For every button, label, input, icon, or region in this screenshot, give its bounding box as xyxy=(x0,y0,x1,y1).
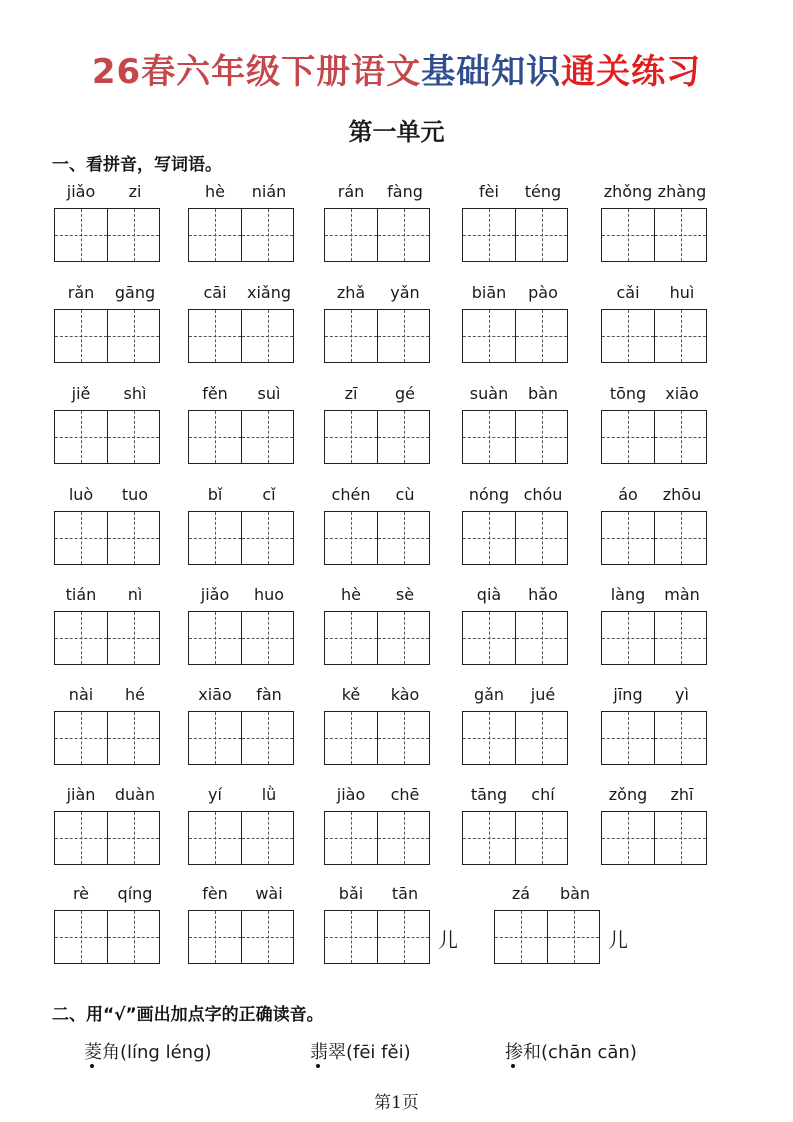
pinyin-label: rǎn xyxy=(67,283,95,302)
writing-grid xyxy=(324,410,430,464)
reading-choice-text: 翡翠(fēi fěi) xyxy=(310,1042,411,1063)
writing-cell[interactable] xyxy=(107,712,159,764)
pinyin-row xyxy=(601,785,709,807)
word-item xyxy=(494,884,628,974)
writing-grid xyxy=(601,208,707,262)
pinyin-row xyxy=(188,685,296,707)
pinyin-label: nián xyxy=(251,182,287,201)
word-item xyxy=(54,585,164,675)
title-part-1: 26春六年级下册语文 xyxy=(91,52,422,92)
writing-cell[interactable] xyxy=(602,310,654,362)
writing-grid xyxy=(54,309,160,363)
pinyin-row xyxy=(601,585,709,607)
pinyin-label: suì xyxy=(257,384,281,403)
writing-grid xyxy=(324,511,430,565)
writing-cell[interactable] xyxy=(654,209,706,261)
word-item xyxy=(188,585,298,675)
writing-grid xyxy=(188,611,294,665)
word-item xyxy=(462,585,572,675)
writing-cell[interactable] xyxy=(189,911,241,963)
pinyin-row xyxy=(54,283,162,305)
pinyin-row xyxy=(462,485,570,507)
writing-cell[interactable] xyxy=(55,712,107,764)
section-1-heading: 一、看拼音，写词语。 xyxy=(52,155,222,175)
word-item xyxy=(324,585,434,675)
pinyin-label: gǎn xyxy=(473,685,505,704)
pinyin-row xyxy=(324,182,432,204)
pinyin-row xyxy=(54,685,162,707)
writing-grid xyxy=(462,711,568,765)
word-item xyxy=(324,283,434,373)
pinyin-label: áo xyxy=(618,485,638,504)
writing-cell[interactable] xyxy=(515,411,567,463)
writing-cell[interactable] xyxy=(55,512,107,564)
title-part-3: 通关练习 xyxy=(561,52,702,92)
writing-grid xyxy=(324,309,430,363)
writing-cell[interactable] xyxy=(325,911,377,963)
pinyin-row xyxy=(324,884,432,906)
writing-cell[interactable] xyxy=(463,512,515,564)
pinyin-label: biān xyxy=(471,283,507,302)
pinyin-row xyxy=(462,384,570,406)
writing-grid xyxy=(188,511,294,565)
writing-cell[interactable] xyxy=(107,512,159,564)
writing-grid xyxy=(601,511,707,565)
word-item xyxy=(54,384,164,474)
pinyin-row xyxy=(54,585,162,607)
word-item xyxy=(324,182,434,272)
page-number: 第1页 xyxy=(374,1093,419,1113)
writing-cell[interactable] xyxy=(189,512,241,564)
pinyin-label: hé xyxy=(125,685,145,704)
pinyin-row xyxy=(54,182,162,204)
writing-cell[interactable] xyxy=(189,812,241,864)
pinyin-label: tān xyxy=(391,884,419,903)
pinyin-label: rè xyxy=(72,884,90,903)
writing-grid xyxy=(462,208,568,262)
writing-grid xyxy=(188,910,294,964)
pinyin-label: hè xyxy=(205,182,225,201)
pinyin-row xyxy=(188,182,296,204)
writing-cell[interactable] xyxy=(377,612,429,664)
writing-cell[interactable] xyxy=(463,712,515,764)
writing-grid xyxy=(188,711,294,765)
writing-cell[interactable] xyxy=(107,612,159,664)
writing-grid xyxy=(324,811,430,865)
writing-grid xyxy=(324,611,430,665)
pinyin-row xyxy=(601,283,709,305)
pinyin-row xyxy=(462,685,570,707)
writing-cell[interactable] xyxy=(241,411,293,463)
writing-cell[interactable] xyxy=(377,209,429,261)
writing-cell[interactable] xyxy=(55,812,107,864)
pinyin-label: yǎn xyxy=(390,283,420,302)
reading-choice-item[interactable] xyxy=(505,1038,637,1064)
writing-cell[interactable] xyxy=(55,411,107,463)
pinyin-label: nì xyxy=(127,585,143,604)
pinyin-row xyxy=(188,585,296,607)
writing-grid xyxy=(54,511,160,565)
pinyin-row xyxy=(188,384,296,406)
writing-cell[interactable] xyxy=(241,612,293,664)
pinyin-label: jiǎo xyxy=(200,585,230,604)
pinyin-label: duàn xyxy=(114,785,156,804)
pinyin-row xyxy=(462,182,570,204)
writing-grid xyxy=(54,910,160,964)
writing-grid xyxy=(462,811,568,865)
word-item xyxy=(188,182,298,272)
word-item xyxy=(601,685,711,775)
pinyin-label: zá xyxy=(511,884,531,903)
writing-cell[interactable] xyxy=(241,512,293,564)
writing-cell[interactable] xyxy=(515,612,567,664)
pinyin-label: rán xyxy=(337,182,365,201)
word-item xyxy=(54,685,164,775)
writing-cell[interactable] xyxy=(377,512,429,564)
writing-grid xyxy=(54,711,160,765)
pinyin-label: bàn xyxy=(527,384,559,403)
pinyin-label: tōng xyxy=(609,384,647,403)
writing-cell[interactable] xyxy=(377,911,429,963)
writing-grid xyxy=(324,711,430,765)
pinyin-label: jiě xyxy=(71,384,91,403)
pinyin-label: jiǎo xyxy=(66,182,96,201)
pinyin-label: chén xyxy=(331,485,371,504)
emphasis-dot-icon xyxy=(90,1064,94,1068)
writing-cell[interactable] xyxy=(654,812,706,864)
writing-cell[interactable] xyxy=(241,310,293,362)
pinyin-label: zhǒng xyxy=(603,182,653,201)
writing-grid xyxy=(462,410,568,464)
pinyin-label: jiào xyxy=(336,785,366,804)
pinyin-label: gāng xyxy=(114,283,156,302)
writing-grid xyxy=(188,309,294,363)
pinyin-label: fàn xyxy=(256,685,282,704)
writing-cell[interactable] xyxy=(463,612,515,664)
word-item xyxy=(601,283,711,373)
word-item xyxy=(188,485,298,575)
word-item xyxy=(462,785,572,875)
pinyin-row xyxy=(54,384,162,406)
pinyin-row xyxy=(601,182,709,204)
writing-cell[interactable] xyxy=(241,209,293,261)
writing-grid xyxy=(188,208,294,262)
writing-cell[interactable] xyxy=(107,411,159,463)
pinyin-label: hè xyxy=(341,585,361,604)
emphasis-dot-icon xyxy=(511,1064,515,1068)
word-item xyxy=(601,182,711,272)
pinyin-label: tuo xyxy=(121,485,149,504)
writing-cell[interactable] xyxy=(325,812,377,864)
pinyin-label: chí xyxy=(531,785,555,804)
writing-grid xyxy=(54,410,160,464)
pinyin-label: zī xyxy=(344,384,358,403)
pinyin-row xyxy=(601,485,709,507)
writing-cell[interactable] xyxy=(602,812,654,864)
writing-cell[interactable] xyxy=(377,411,429,463)
word-item xyxy=(462,182,572,272)
reading-choice-item[interactable] xyxy=(84,1038,212,1064)
writing-cell[interactable] xyxy=(515,812,567,864)
writing-cell[interactable] xyxy=(241,712,293,764)
pinyin-label: jué xyxy=(530,685,556,704)
word-suffix: 儿 xyxy=(608,928,628,952)
section-2-heading: 二、用“√”画出加点字的正确读音。 xyxy=(52,1005,324,1025)
pinyin-label: qíng xyxy=(117,884,153,903)
writing-grid xyxy=(54,208,160,262)
writing-cell[interactable] xyxy=(654,512,706,564)
pinyin-label: cǐ xyxy=(262,485,276,504)
pinyin-row xyxy=(462,283,570,305)
pinyin-row xyxy=(324,485,432,507)
pinyin-label: làng xyxy=(610,585,646,604)
writing-cell[interactable] xyxy=(515,712,567,764)
pinyin-row xyxy=(54,884,162,906)
pinyin-label: chē xyxy=(390,785,420,804)
word-item xyxy=(188,884,298,974)
pinyin-label: hǎo xyxy=(528,585,558,604)
pinyin-label: xiāo xyxy=(665,384,699,403)
writing-cell[interactable] xyxy=(547,911,599,963)
writing-cell[interactable] xyxy=(325,612,377,664)
word-item xyxy=(54,283,164,373)
pinyin-label: wài xyxy=(255,884,283,903)
pinyin-label: téng xyxy=(524,182,562,201)
pinyin-label: luò xyxy=(68,485,94,504)
writing-cell[interactable] xyxy=(55,310,107,362)
writing-cell[interactable] xyxy=(325,209,377,261)
pinyin-row xyxy=(188,283,296,305)
writing-grid xyxy=(462,309,568,363)
writing-grid xyxy=(601,611,707,665)
pinyin-label: gé xyxy=(395,384,415,403)
pinyin-row xyxy=(324,283,432,305)
writing-cell[interactable] xyxy=(515,512,567,564)
writing-cell[interactable] xyxy=(377,812,429,864)
pinyin-label: shì xyxy=(123,384,147,403)
writing-cell[interactable] xyxy=(189,411,241,463)
pinyin-label: cǎi xyxy=(616,283,640,302)
writing-cell[interactable] xyxy=(107,209,159,261)
pinyin-row xyxy=(601,685,709,707)
pinyin-row xyxy=(494,884,602,906)
pinyin-label: zhǎ xyxy=(336,283,366,302)
writing-cell[interactable] xyxy=(325,512,377,564)
word-item xyxy=(324,384,434,474)
writing-cell[interactable] xyxy=(189,310,241,362)
writing-cell[interactable] xyxy=(189,712,241,764)
pinyin-label: yí xyxy=(208,785,222,804)
word-item xyxy=(188,384,298,474)
pinyin-row xyxy=(462,785,570,807)
word-item xyxy=(601,585,711,675)
writing-cell[interactable] xyxy=(107,812,159,864)
word-item xyxy=(54,485,164,575)
pinyin-label: cāi xyxy=(203,283,227,302)
unit-title: 第一单元 xyxy=(348,117,445,146)
writing-grid xyxy=(324,208,430,262)
writing-cell[interactable] xyxy=(55,209,107,261)
writing-cell[interactable] xyxy=(602,512,654,564)
pinyin-label: fěn xyxy=(202,384,228,403)
writing-cell[interactable] xyxy=(654,612,706,664)
word-item xyxy=(54,884,164,974)
pinyin-label: nài xyxy=(68,685,94,704)
writing-grid xyxy=(54,611,160,665)
pinyin-label: zi xyxy=(128,182,142,201)
pinyin-label: zhàng xyxy=(657,182,707,201)
pinyin-label: zǒng xyxy=(608,785,648,804)
reading-choice-text: 菱角(líng léng) xyxy=(84,1042,212,1063)
reading-choice-item[interactable] xyxy=(310,1038,411,1064)
page-title xyxy=(0,44,793,93)
pinyin-row xyxy=(324,384,432,406)
writing-grid xyxy=(494,910,600,964)
word-item xyxy=(601,384,711,474)
word-item xyxy=(54,785,164,875)
pinyin-row xyxy=(601,384,709,406)
writing-cell[interactable] xyxy=(602,712,654,764)
pinyin-label: tián xyxy=(65,585,97,604)
word-item xyxy=(601,485,711,575)
pinyin-label: nóng xyxy=(468,485,510,504)
writing-cell[interactable] xyxy=(325,712,377,764)
pinyin-label: pào xyxy=(528,283,558,302)
pinyin-row xyxy=(188,485,296,507)
writing-grid xyxy=(462,511,568,565)
writing-cell[interactable] xyxy=(377,712,429,764)
writing-cell[interactable] xyxy=(189,209,241,261)
writing-cell[interactable] xyxy=(515,310,567,362)
writing-cell[interactable] xyxy=(325,310,377,362)
pinyin-label: zhōu xyxy=(662,485,702,504)
word-item xyxy=(462,485,572,575)
word-item xyxy=(324,884,458,974)
word-item xyxy=(462,384,572,474)
word-item xyxy=(462,283,572,373)
pinyin-label: huo xyxy=(253,585,285,604)
word-item xyxy=(324,685,434,775)
pinyin-label: bǐ xyxy=(207,485,223,504)
word-item xyxy=(324,785,434,875)
pinyin-label: qià xyxy=(476,585,502,604)
pinyin-label: tāng xyxy=(470,785,508,804)
pinyin-label: kě xyxy=(341,685,361,704)
writing-grid xyxy=(188,410,294,464)
pinyin-label: jīng xyxy=(613,685,643,704)
pinyin-label: cù xyxy=(395,485,415,504)
pinyin-label: lǜ xyxy=(261,785,277,804)
pinyin-row xyxy=(54,785,162,807)
pinyin-label: yì xyxy=(675,685,689,704)
writing-cell[interactable] xyxy=(55,612,107,664)
writing-cell[interactable] xyxy=(189,612,241,664)
writing-cell[interactable] xyxy=(654,310,706,362)
pinyin-label: chóu xyxy=(523,485,563,504)
writing-grid xyxy=(462,611,568,665)
pinyin-label: xiǎng xyxy=(246,283,291,302)
pinyin-label: suàn xyxy=(469,384,509,403)
writing-grid xyxy=(601,309,707,363)
writing-cell[interactable] xyxy=(377,310,429,362)
pinyin-label: fàng xyxy=(387,182,423,201)
writing-cell[interactable] xyxy=(107,911,159,963)
pinyin-label: fèn xyxy=(202,884,228,903)
writing-cell[interactable] xyxy=(602,612,654,664)
pinyin-row xyxy=(324,585,432,607)
reading-choice-text: 掺和(chān cān) xyxy=(505,1042,637,1063)
writing-grid xyxy=(601,711,707,765)
writing-grid xyxy=(601,811,707,865)
writing-cell[interactable] xyxy=(463,812,515,864)
pinyin-label: xiāo xyxy=(198,685,232,704)
writing-cell[interactable] xyxy=(515,209,567,261)
pinyin-row xyxy=(54,485,162,507)
word-item xyxy=(54,182,164,272)
writing-cell[interactable] xyxy=(463,209,515,261)
writing-cell[interactable] xyxy=(241,812,293,864)
writing-cell[interactable] xyxy=(463,411,515,463)
writing-cell[interactable] xyxy=(654,411,706,463)
pinyin-label: bǎi xyxy=(338,884,364,903)
pinyin-label: bàn xyxy=(559,884,591,903)
writing-cell[interactable] xyxy=(463,310,515,362)
writing-grid xyxy=(188,811,294,865)
pinyin-row xyxy=(188,785,296,807)
pinyin-label: màn xyxy=(664,585,700,604)
writing-grid xyxy=(324,910,430,964)
writing-cell[interactable] xyxy=(654,712,706,764)
pinyin-row xyxy=(188,884,296,906)
writing-cell[interactable] xyxy=(602,209,654,261)
writing-cell[interactable] xyxy=(55,911,107,963)
writing-grid xyxy=(601,410,707,464)
word-item xyxy=(188,785,298,875)
word-item xyxy=(188,283,298,373)
writing-cell[interactable] xyxy=(325,411,377,463)
writing-cell[interactable] xyxy=(495,911,547,963)
pinyin-row xyxy=(324,685,432,707)
pinyin-label: zhī xyxy=(670,785,694,804)
writing-grid xyxy=(54,811,160,865)
pinyin-label: jiàn xyxy=(66,785,96,804)
pinyin-label: kào xyxy=(390,685,420,704)
word-item xyxy=(188,685,298,775)
writing-cell[interactable] xyxy=(602,411,654,463)
writing-cell[interactable] xyxy=(107,310,159,362)
word-item xyxy=(324,485,434,575)
pinyin-label: huì xyxy=(669,283,695,302)
emphasis-dot-icon xyxy=(316,1064,320,1068)
word-item xyxy=(462,685,572,775)
word-suffix: 儿 xyxy=(438,928,458,952)
pinyin-label: fèi xyxy=(479,182,499,201)
pinyin-row xyxy=(324,785,432,807)
word-item xyxy=(601,785,711,875)
title-part-2: 基础知识 xyxy=(421,52,562,92)
writing-cell[interactable] xyxy=(241,911,293,963)
pinyin-row xyxy=(462,585,570,607)
pinyin-label: sè xyxy=(395,585,415,604)
